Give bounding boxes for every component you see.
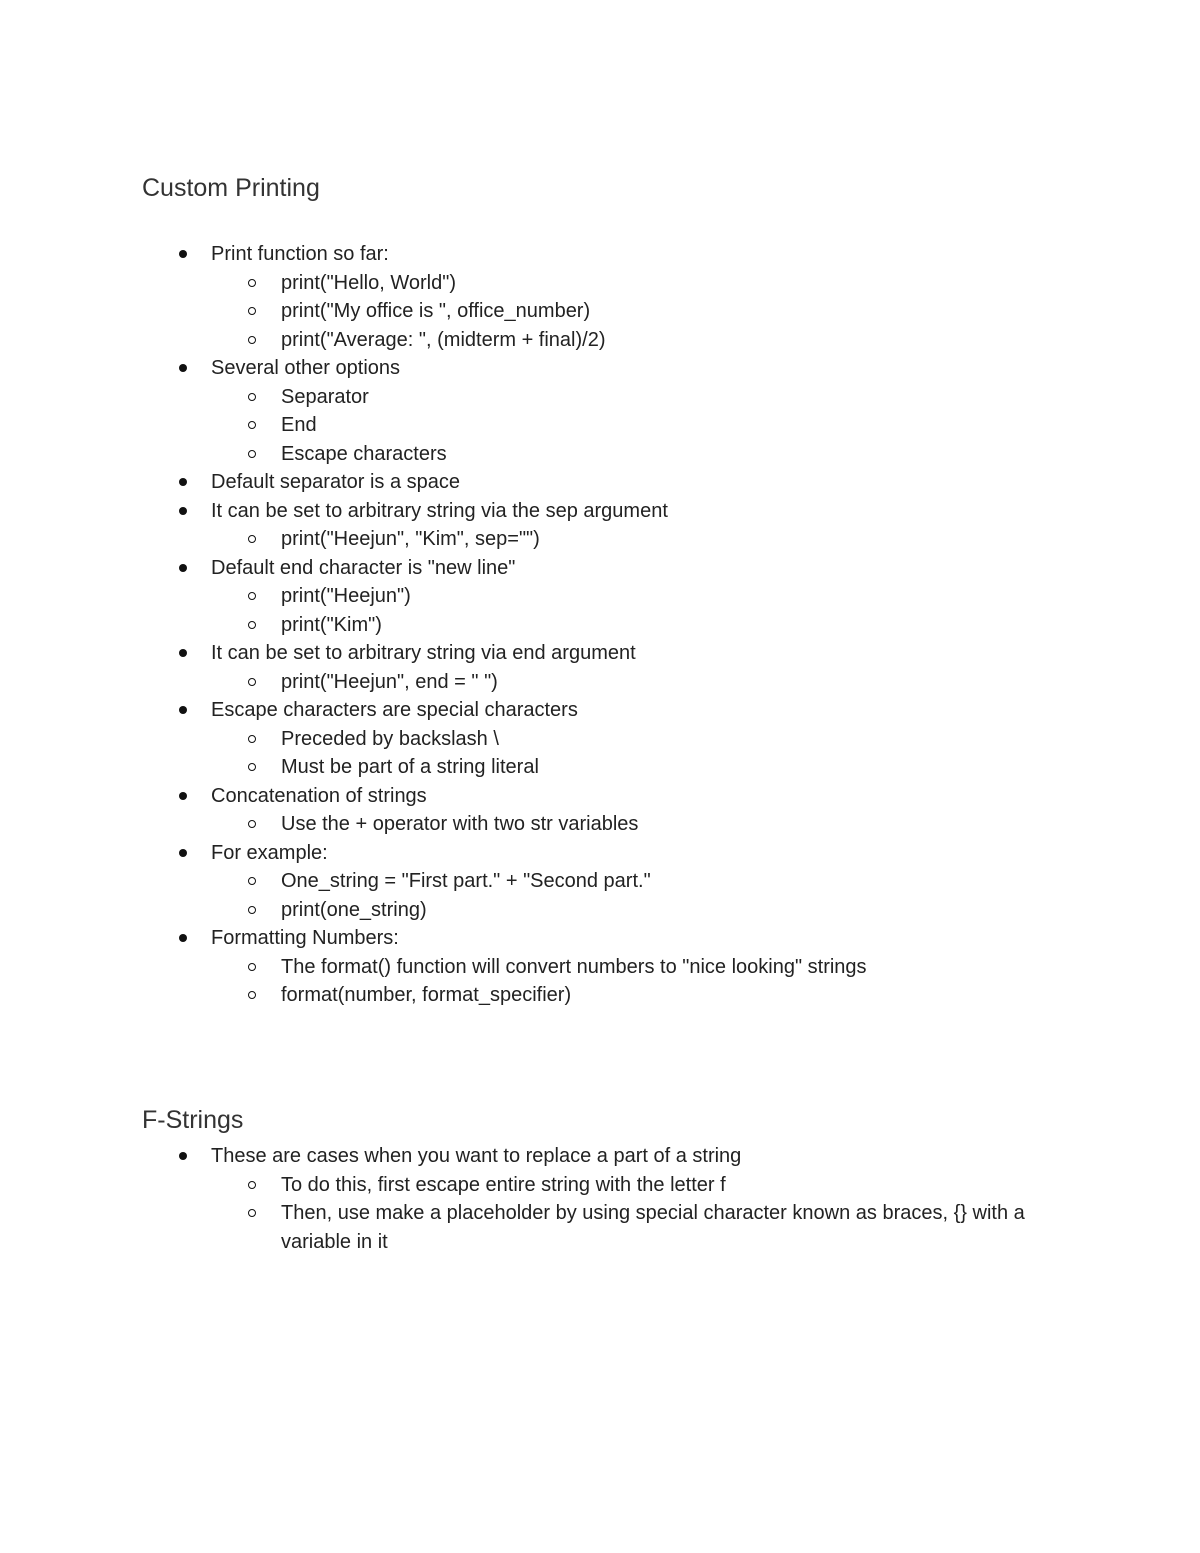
bullet-disc-icon — [179, 649, 187, 657]
sub-list-item — [210, 1171, 1072, 1200]
sub-list-item — [210, 611, 1072, 640]
bullet-disc-icon — [179, 706, 187, 714]
sub-list-item-text: Separator — [281, 385, 369, 408]
sub-list — [211, 867, 1072, 924]
list-item-text: It can be set to arbitrary string via the sep argument — [211, 499, 668, 522]
sub-list-item — [210, 411, 1072, 440]
bullet-disc-icon — [179, 478, 187, 486]
sub-list — [211, 383, 1072, 469]
bullet-circle-icon — [248, 1181, 256, 1189]
bullet-circle-icon — [248, 535, 256, 543]
sub-list-item — [210, 297, 1072, 326]
list-item-text: Formatting Numbers: — [211, 927, 399, 949]
list-item-text: For example: — [211, 841, 328, 864]
bullet-disc-icon — [179, 364, 187, 372]
sub-list-item-text: Preceded by backslash \ — [281, 727, 499, 750]
sub-list-item-text: The format() function will convert numbers to "nice looking" strings — [281, 955, 867, 978]
sub-list-item — [210, 269, 1072, 298]
list-item-text: It can be set to arbitrary string via end argument — [211, 642, 636, 664]
bullet-circle-icon — [248, 906, 256, 914]
bullet-circle-icon — [248, 307, 256, 315]
list-item — [142, 354, 1072, 468]
list-item — [142, 639, 1072, 696]
sub-list-item — [210, 440, 1072, 469]
sub-list-item — [210, 668, 1072, 697]
sub-list-item-text: One_string = "First part." + "Second part." — [281, 870, 651, 892]
bullet-circle-icon — [248, 735, 256, 743]
bullet-circle-icon — [248, 678, 256, 686]
bullet-circle-icon — [248, 450, 256, 458]
list-item — [142, 924, 1072, 1010]
sub-list-item-text: Use the + operator with two str variables — [281, 813, 639, 835]
bullet-disc-icon — [179, 934, 187, 942]
list-item-text: Default end character is "new line" — [211, 556, 516, 579]
bullet-circle-icon — [248, 592, 256, 600]
sub-list-item-text: print("Hello, World") — [281, 271, 456, 294]
list-item — [142, 1142, 1072, 1256]
bullet-circle-icon — [248, 1209, 256, 1217]
bullet-circle-icon — [248, 336, 256, 344]
bullet-list — [142, 1142, 1072, 1256]
sub-list-item-text: To do this, first escape entire string with the letter f — [281, 1173, 726, 1196]
bullet-circle-icon — [248, 991, 256, 999]
sub-list-item-text: Escape characters — [281, 442, 447, 465]
bullet-circle-icon — [248, 877, 256, 885]
bullet-circle-icon — [248, 763, 256, 771]
bullet-circle-icon — [248, 963, 256, 971]
bullet-disc-icon — [179, 849, 187, 857]
sub-list-item — [210, 810, 1072, 839]
sub-list-item-text: print("Heejun") — [281, 585, 411, 607]
sub-list — [211, 525, 1072, 554]
sub-list-item-text: Then, use make a placeholder by using special character known as braces, {} with a variable in it — [281, 1202, 1031, 1253]
sub-list-item — [210, 953, 1072, 982]
sub-list — [211, 269, 1072, 355]
list-item — [142, 839, 1072, 925]
list-item-text: Several other options — [211, 357, 401, 379]
bullet-disc-icon — [179, 507, 187, 515]
list-item — [142, 240, 1072, 354]
bullet-disc-icon — [179, 1152, 187, 1160]
sub-list-item — [210, 867, 1072, 896]
list-item-text: Print function so far: — [211, 243, 389, 265]
list-item-text: Escape characters are special characters — [211, 699, 578, 721]
list-item — [142, 497, 1072, 554]
list-item-text: Concatenation of strings — [211, 784, 427, 807]
sub-list — [211, 725, 1072, 782]
bullet-circle-icon — [248, 820, 256, 828]
bullet-disc-icon — [179, 792, 187, 800]
sub-list-item-text: print("My office is ", office_number) — [281, 300, 591, 322]
sub-list-item — [210, 383, 1072, 412]
sub-list — [211, 582, 1072, 639]
sub-list-item — [210, 326, 1072, 355]
section-custom-printing — [142, 170, 1072, 1010]
sub-list — [211, 1171, 1072, 1257]
section-f-strings — [142, 1102, 1072, 1256]
sub-list-item — [210, 582, 1072, 611]
sub-list — [211, 810, 1072, 839]
list-item — [142, 782, 1072, 839]
sub-list-item — [210, 525, 1072, 554]
sub-list-item-text: Must be part of a string literal — [281, 756, 539, 778]
list-item — [142, 696, 1072, 782]
bullet-disc-icon — [179, 250, 187, 258]
sub-list-item-text: print("Kim") — [281, 613, 382, 636]
list-item-text: These are cases when you want to replace a part of a string — [211, 1145, 742, 1167]
sub-list-item-text: print("Average: ", (midterm + final)/2) — [281, 328, 606, 351]
section-heading: Custom Printing — [142, 174, 320, 202]
sub-list-item — [210, 896, 1072, 925]
list-item — [142, 554, 1072, 640]
bullet-circle-icon — [248, 279, 256, 287]
list-item-text: Default separator is a space — [211, 471, 461, 493]
bullet-circle-icon — [248, 621, 256, 629]
bullet-disc-icon — [179, 564, 187, 572]
sub-list-item-text: End — [281, 414, 317, 436]
bullet-circle-icon — [248, 421, 256, 429]
sub-list — [211, 668, 1072, 697]
sub-list-item — [210, 1199, 1072, 1256]
sub-list-item-text: print("Heejun", "Kim", sep="") — [281, 528, 540, 550]
sub-list — [211, 953, 1072, 1010]
sub-list-item-text: format(number, format_specifier) — [281, 984, 572, 1006]
sub-list-item-text: print(one_string) — [281, 898, 427, 921]
sub-list-item-text: print("Heejun", end = " ") — [281, 670, 498, 693]
sub-list-item — [210, 725, 1072, 754]
bullet-list — [142, 240, 1072, 1010]
section-heading: F-Strings — [142, 1106, 244, 1134]
list-item — [142, 468, 1072, 497]
bullet-circle-icon — [248, 393, 256, 401]
sub-list-item — [210, 981, 1072, 1010]
sub-list-item — [210, 753, 1072, 782]
